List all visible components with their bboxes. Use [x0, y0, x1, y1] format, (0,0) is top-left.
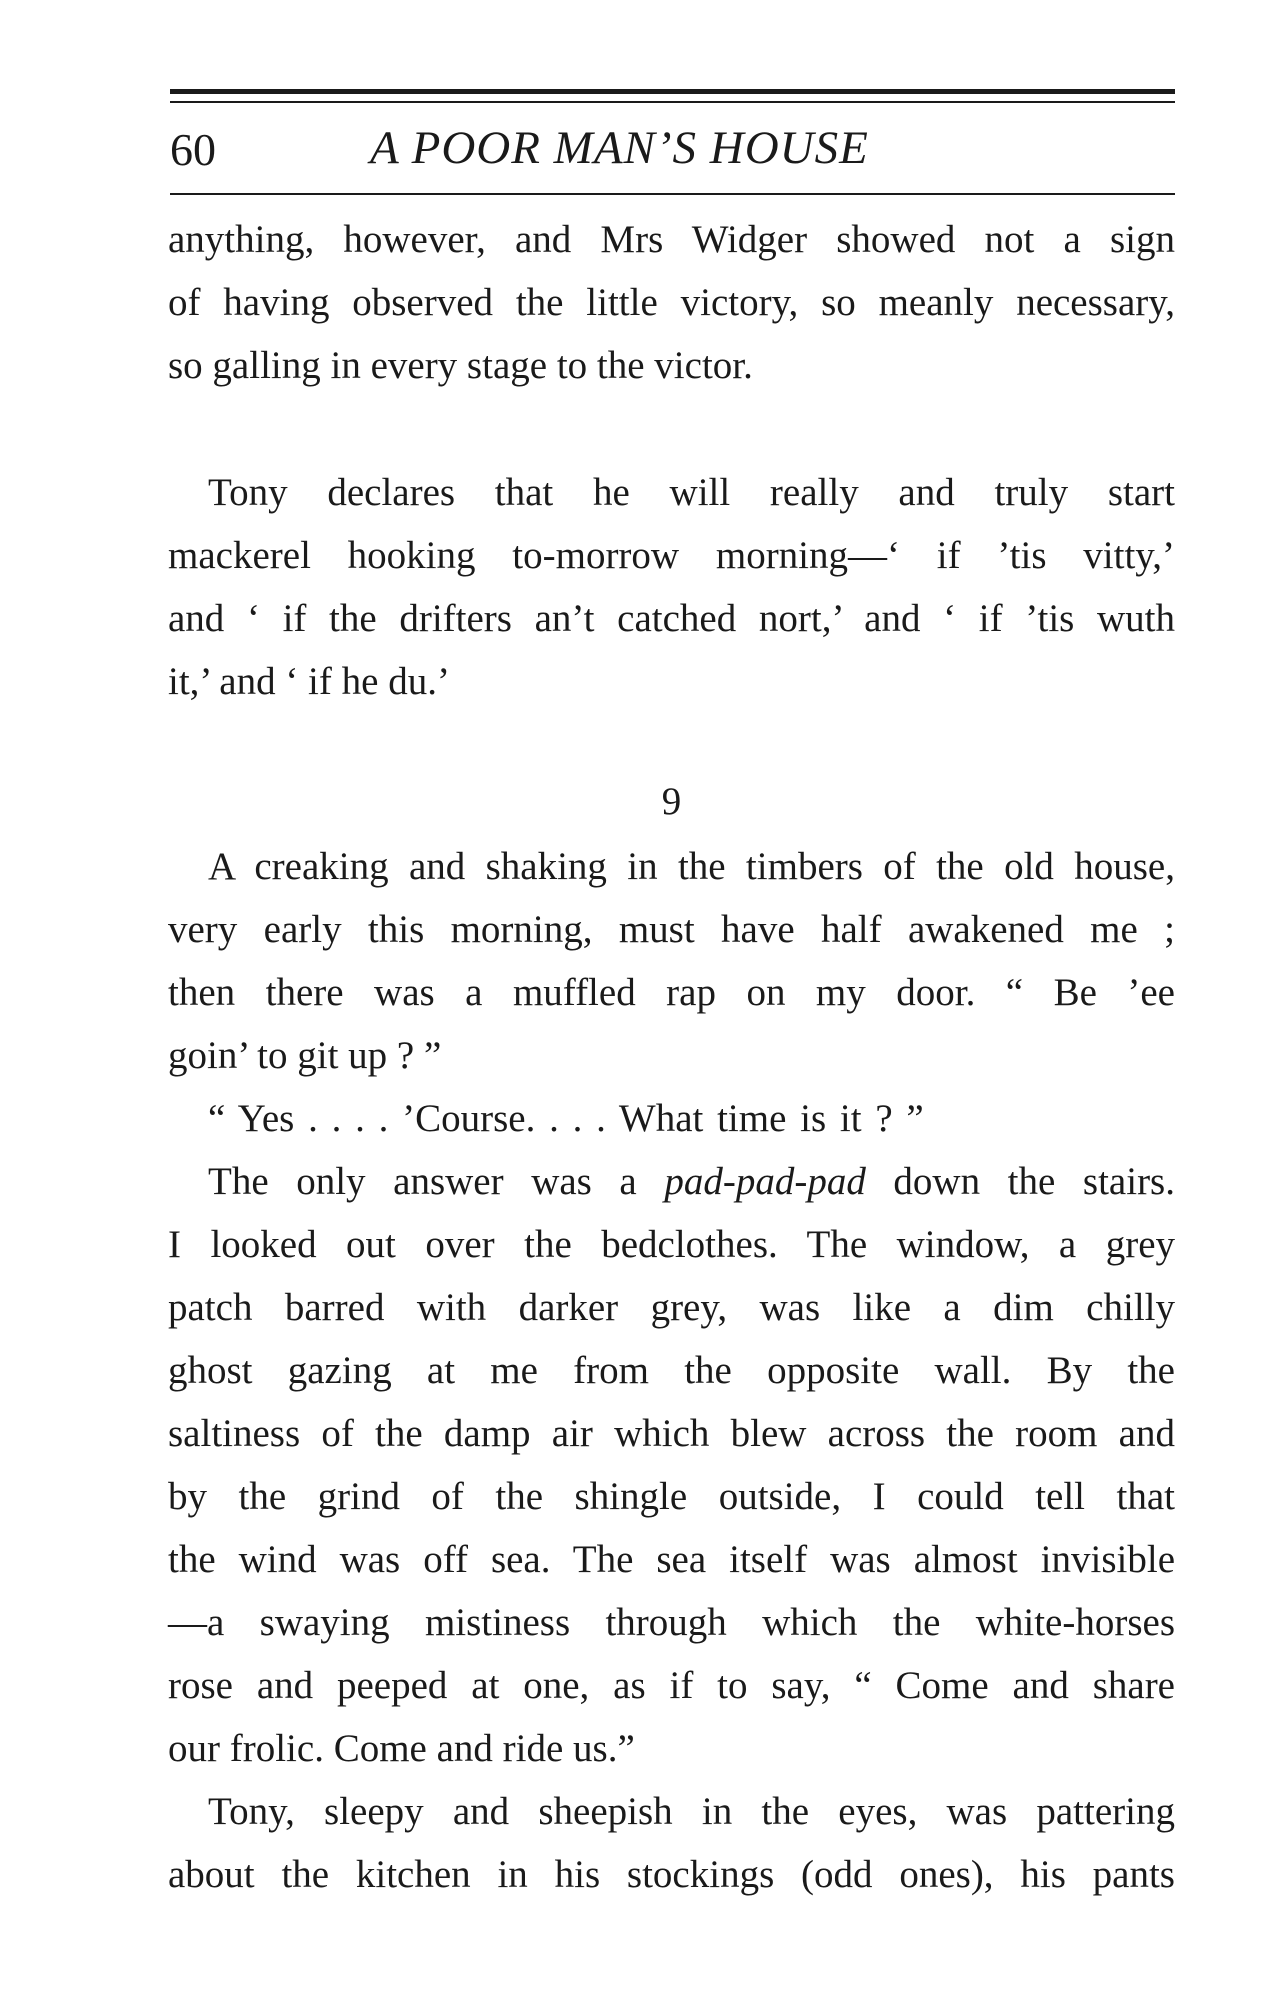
running-title: A POOR MAN’S HOUSE — [370, 122, 869, 174]
text-line: goin’ to git up ? ” — [168, 1034, 442, 1077]
text-line: rose and peeped at one, as if to say, “ Come and share — [168, 1664, 1175, 1707]
text-line — [168, 1150, 1175, 1213]
text-line: patch barred with darker grey, was like a dim chilly — [168, 1286, 1175, 1329]
text-line: about the kitchen in his stockings (odd ones), his pants — [168, 1853, 1175, 1896]
text-run: down the stairs. — [865, 1160, 1175, 1203]
text-line: Tony, sleepy and sheepish in the eyes, was pattering — [208, 1790, 1175, 1833]
text-line: Tony declares that he will really and truly start — [208, 471, 1175, 514]
text-line: ghost gazing at me from the opposite wall. By the — [168, 1349, 1175, 1392]
text-line: very early this morning, must have half awakened me ; — [168, 908, 1175, 951]
text-line: I looked out over the bedclothes. The window, a grey — [168, 1223, 1175, 1266]
text-line: mackerel hooking to-morrow morning—‘ if ’tis vitty,’ — [168, 534, 1175, 577]
text-run: The only answer was a — [208, 1160, 665, 1203]
paragraph — [168, 461, 1175, 713]
section-number: 9 — [661, 780, 682, 823]
text-line: of having observed the little victory, so meanly necessary, — [168, 281, 1175, 324]
text-line: it,’ and ‘ if he du.’ — [168, 660, 450, 703]
dialogue-line: “ Yes . . . . ’Course. . . . What time is it ? ” — [208, 1097, 924, 1140]
text-line: so galling in every stage to the victor. — [168, 344, 753, 387]
text-line: —a swaying mistiness through which the white-horses — [168, 1601, 1175, 1644]
text-line: by the grind of the shingle outside, I could tell that — [168, 1475, 1175, 1518]
header-rule-thin — [170, 101, 1175, 103]
paragraph — [168, 1780, 1175, 1906]
paragraph — [168, 1150, 1175, 1780]
text-line: then there was a muffled rap on my door. “ Be ’ee — [168, 971, 1175, 1014]
text-line: the wind was off sea. The sea itself was almost invisible — [168, 1538, 1175, 1581]
header-rule-bottom — [170, 193, 1175, 195]
text-line: and ‘ if the drifters an’t catched nort,’ and ‘ if ’tis wuth — [168, 597, 1175, 640]
text-line: saltiness of the damp air which blew across the room and — [168, 1412, 1175, 1455]
page-number: 60 — [170, 124, 216, 175]
text-line: A creaking and shaking in the timbers of the old house, — [208, 845, 1175, 888]
italic-text: pad-pad-pad — [664, 1160, 866, 1203]
text-line: our frolic. Come and ride us.” — [168, 1727, 635, 1770]
page-body — [168, 208, 1175, 1906]
header-rule-thick — [170, 89, 1175, 94]
paragraph — [168, 1087, 1175, 1150]
paragraph — [168, 835, 1175, 1087]
paragraph — [168, 208, 1175, 397]
text-line: anything, however, and Mrs Widger showed not a sign — [168, 218, 1175, 261]
